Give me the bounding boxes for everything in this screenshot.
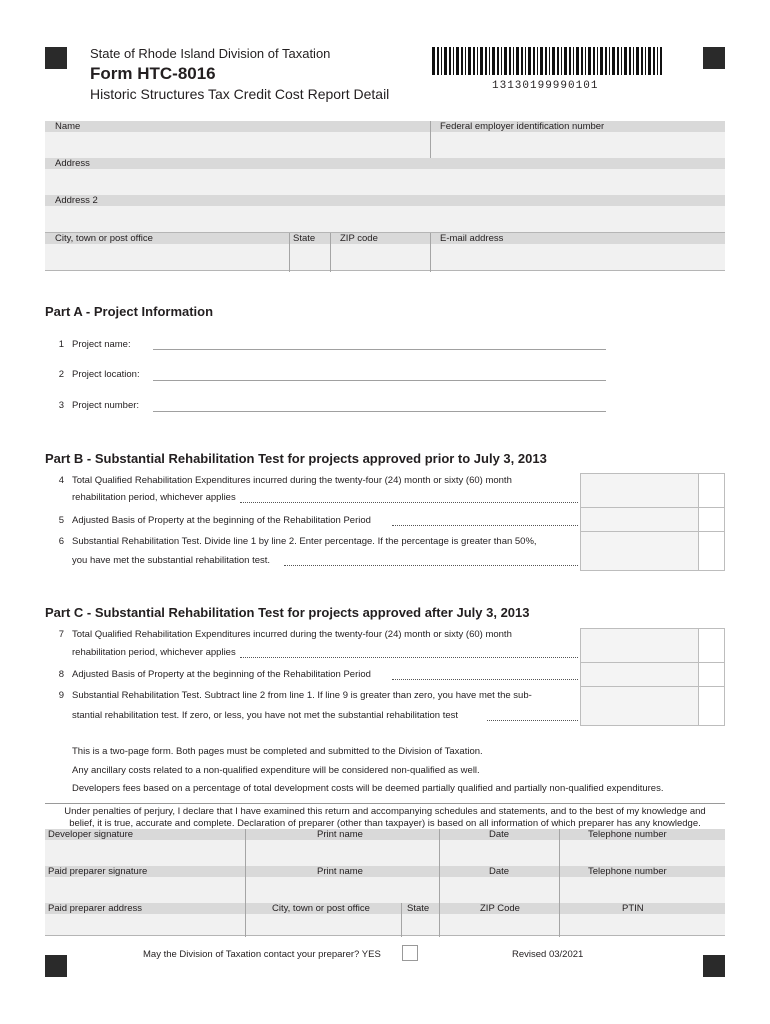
print-name-label: Print name — [317, 829, 363, 840]
developer-signature-label: Developer signature — [48, 829, 134, 840]
line-number: 5 — [58, 515, 64, 526]
developer-date-field[interactable] — [440, 840, 559, 867]
divider — [401, 903, 402, 937]
ptin-field[interactable] — [560, 914, 725, 936]
part-b-title: Part B - Substantial Rehabilitation Test for projects approved prior to July 3, 2013 — [45, 451, 547, 466]
line-number: 1 — [58, 339, 64, 350]
line-number: 6 — [58, 536, 64, 547]
project-number-field[interactable] — [153, 411, 606, 412]
preparer-address-field[interactable] — [45, 914, 245, 936]
preparer-city-field[interactable] — [246, 914, 401, 936]
project-name-label: Project name: — [72, 339, 131, 350]
form-title: Historic Structures Tax Credit Cost Report Detail — [90, 86, 390, 102]
divider — [245, 903, 246, 937]
developer-print-name-field[interactable] — [246, 840, 439, 867]
line-4-text: Total Qualified Rehabilitation Expenditures incurred during the twenty-four (24) month or sixty (60) month — [72, 475, 512, 486]
preparer-state-label: State — [407, 903, 430, 914]
registration-mark-top-right — [703, 47, 725, 69]
perjury-declaration — [45, 803, 725, 830]
line-2-amount-field[interactable] — [581, 508, 699, 531]
address2-field[interactable] — [45, 206, 725, 233]
email-field[interactable] — [431, 244, 725, 271]
zip-field[interactable] — [331, 244, 430, 271]
line-1-amount-field[interactable] — [581, 474, 699, 507]
line-6-text-cont: you have met the substantial rehabilitation test. — [72, 555, 271, 566]
line-number: 8 — [58, 669, 64, 680]
registration-mark-bottom-left — [45, 955, 67, 977]
leader-dots — [392, 515, 578, 526]
preparer-city-label: City, town or post office — [272, 903, 370, 914]
part-c-title: Part C - Substantial Rehabilitation Test for projects approved after July 3, 2013 — [45, 605, 530, 620]
line-number: 2 — [58, 369, 64, 380]
line-7-text-cont: rehabilitation period, whichever applies — [72, 647, 236, 658]
date-label: Date — [489, 829, 510, 840]
registration-mark-top-left — [45, 47, 67, 69]
barcode-number: 13130199990101 — [492, 80, 599, 92]
address-label: Address — [55, 158, 90, 169]
project-number-label: Project number: — [72, 400, 140, 411]
line-3-percentage-field[interactable] — [581, 532, 699, 570]
divider — [289, 233, 290, 272]
divider — [245, 866, 246, 905]
ptin-label: PTIN — [622, 903, 644, 914]
declaration-line-2: belief, it is true, accurate and complete. Declaration of preparer (other than taxpayer) is based on all information of which preparer has any knowledge. — [69, 818, 701, 829]
preparer-address-label: Paid preparer address — [48, 903, 142, 914]
agency-name: State of Rhode Island Division of Taxation — [90, 46, 331, 61]
line-8-amount-field[interactable] — [581, 663, 699, 686]
telephone-label: Telephone number — [588, 866, 667, 877]
address2-label-band — [45, 195, 725, 206]
city-label: City, town or post office — [55, 233, 153, 244]
preparer-print-name-field[interactable] — [246, 877, 439, 904]
divider — [430, 121, 431, 160]
developer-telephone-field[interactable] — [560, 840, 725, 867]
leader-dots — [240, 492, 578, 503]
print-name-label: Print name — [317, 866, 363, 877]
date-label: Date — [489, 866, 510, 877]
preparer-date-field[interactable] — [440, 877, 559, 904]
fein-field[interactable] — [431, 132, 725, 159]
registration-mark-bottom-right — [703, 955, 725, 977]
preparer-zip-field[interactable] — [440, 914, 559, 936]
preparer-signature-field[interactable] — [45, 877, 245, 904]
divider — [430, 233, 431, 272]
contact-preparer-yes-checkbox[interactable] — [402, 945, 418, 961]
line-number: 3 — [58, 400, 64, 411]
leader-dots — [487, 710, 578, 721]
divider — [330, 233, 331, 272]
preparer-telephone-field[interactable] — [560, 877, 725, 904]
address-label-band — [45, 158, 725, 169]
divider — [439, 829, 440, 868]
line-number: 4 — [58, 475, 64, 486]
project-location-field[interactable] — [153, 380, 606, 381]
divider — [559, 829, 560, 868]
divider — [245, 829, 246, 868]
revised-date: Revised 03/2021 — [512, 949, 584, 960]
name-label: Name — [55, 121, 81, 132]
part-b-amount-column — [580, 473, 725, 571]
leader-dots — [240, 647, 578, 658]
divider — [439, 903, 440, 937]
email-label: E-mail address — [440, 233, 504, 244]
name-label-band — [45, 121, 725, 132]
line-9-text-cont: stantial rehabilitation test. If zero, or less, you have not met the substantial rehabilitation test — [72, 710, 459, 721]
project-location-label: Project location: — [72, 369, 140, 380]
part-c-amount-column — [580, 628, 725, 726]
form-number: Form HTC-8016 — [90, 64, 216, 83]
line-6-text: Substantial Rehabilitation Test. Divide line 1 by line 2. Enter percentage. If the percentage is greater than 50%, — [72, 536, 537, 547]
divider — [439, 866, 440, 905]
barcode — [432, 47, 662, 75]
declaration-line-1: Under penalties of perjury, I declare that I have examined this return and accompanying schedules and statements, and to the best of my knowledge and — [64, 806, 706, 817]
preparer-signature-label: Paid preparer signature — [48, 866, 148, 877]
note-developer-fees: Developers fees based on a percentage of total development costs will be deemed partially qualified and partially non-qualified expenditures. — [72, 783, 664, 794]
note-two-page: This is a two-page form. Both pages must be completed and submitted to the Division of Taxation. — [72, 746, 483, 757]
line-number: 9 — [58, 690, 64, 701]
divider — [559, 903, 560, 937]
part-a-title: Part A - Project Information — [45, 304, 214, 319]
line-4-text-cont: rehabilitation period, whichever applies — [72, 492, 236, 503]
line-5-text: Adjusted Basis of Property at the beginning of the Rehabilitation Period — [72, 515, 371, 526]
contact-preparer-question: May the Division of Taxation contact your preparer? YES — [143, 949, 381, 960]
divider — [559, 866, 560, 905]
address2-label: Address 2 — [55, 195, 98, 206]
address-field[interactable] — [45, 169, 725, 196]
preparer-zip-label: ZIP Code — [480, 903, 520, 914]
line-9-text: Substantial Rehabilitation Test. Subtract line 2 from line 1. If line 9 is greater than zero, you have met the sub- — [72, 690, 532, 701]
line-8-text: Adjusted Basis of Property at the beginning of the Rehabilitation Period — [72, 669, 371, 680]
state-label: State — [293, 233, 316, 244]
note-ancillary-costs: Any ancillary costs related to a non-qualified expenditure will be considered non-qualified as well. — [72, 765, 480, 776]
project-name-field[interactable] — [153, 349, 606, 350]
line-7-text: Total Qualified Rehabilitation Expenditures incurred during the twenty-four (24) month or sixty (60) month — [72, 629, 512, 640]
city-field[interactable] — [45, 244, 289, 271]
state-field[interactable] — [290, 244, 330, 271]
developer-signature-field[interactable] — [45, 840, 245, 867]
line-9-amount-field[interactable] — [581, 687, 699, 725]
line-7-amount-field[interactable] — [581, 629, 699, 662]
leader-dots — [284, 555, 578, 566]
line-number: 7 — [58, 629, 64, 640]
zip-label: ZIP code — [340, 233, 378, 244]
name-field[interactable] — [45, 132, 430, 159]
leader-dots — [392, 669, 578, 680]
preparer-state-field[interactable] — [402, 914, 439, 936]
fein-label: Federal employer identification number — [440, 121, 605, 132]
telephone-label: Telephone number — [588, 829, 667, 840]
